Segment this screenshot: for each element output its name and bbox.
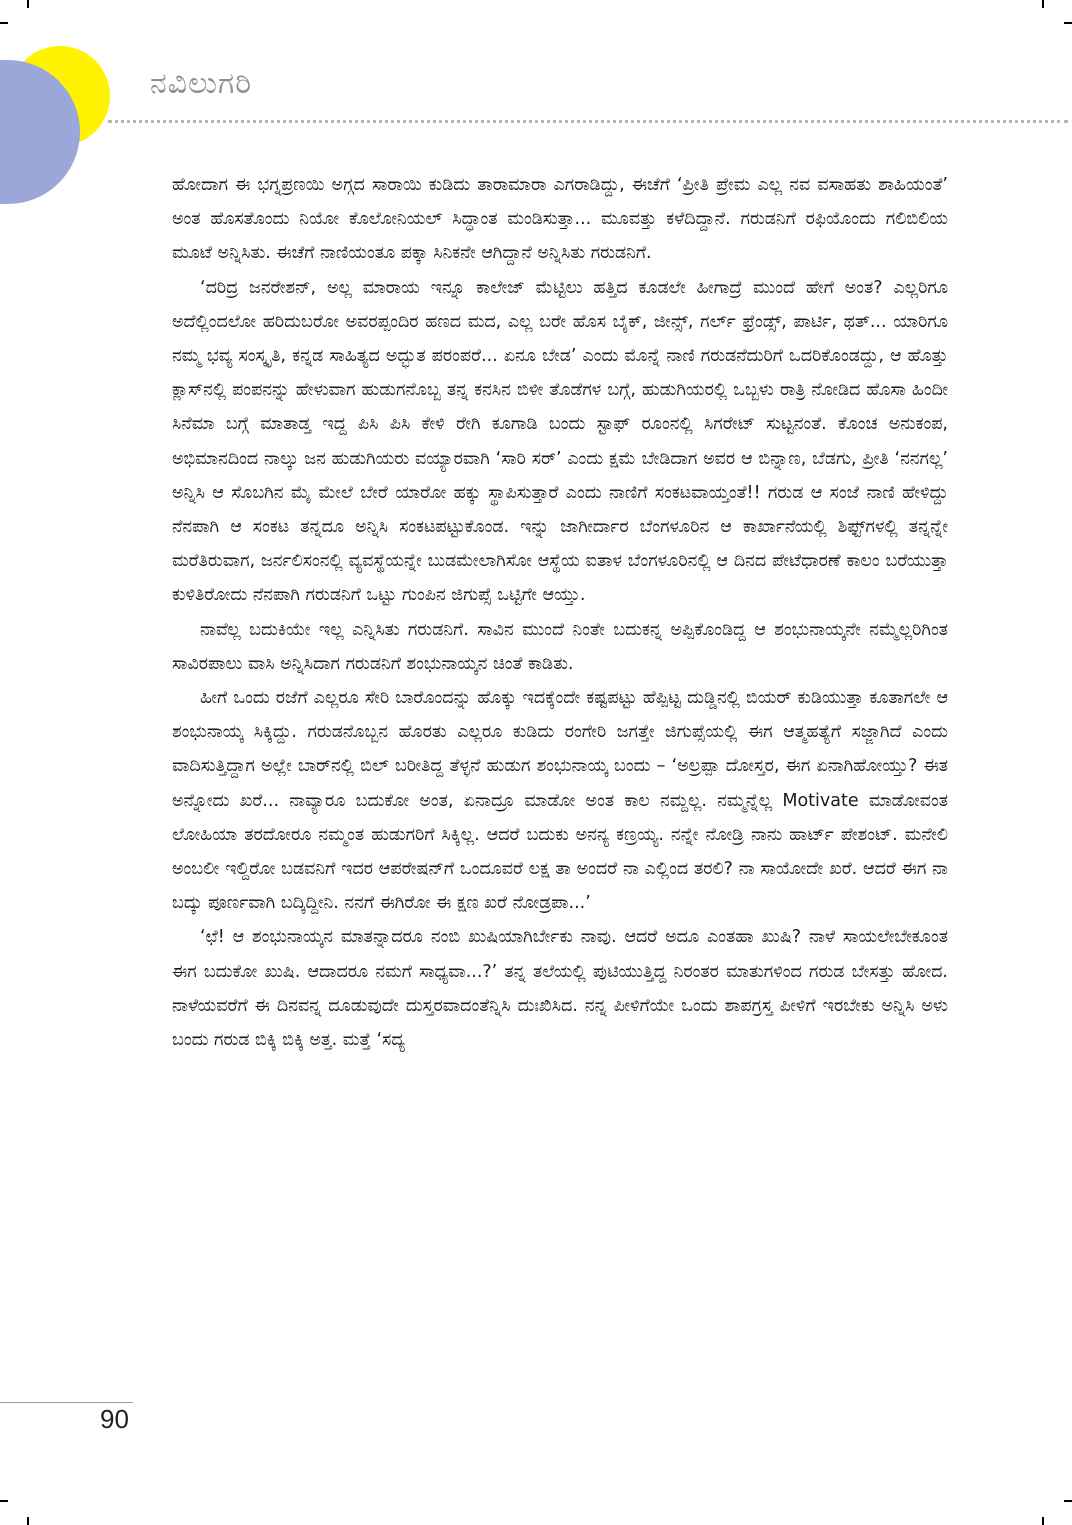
crop-mark <box>1042 1517 1044 1525</box>
crop-mark <box>1064 1500 1072 1502</box>
body-text <box>172 168 948 1057</box>
paragraph: ‘ದರಿದ್ರ ಜನರೇಶನ್, ಅಲ್ಲ ಮಾರಾಯ ಇನ್ನೂ ಕಾಲೇಜ್ ಮೆಟ್ಟಿಲು ಹತ್ತಿದ ಕೂಡಲೇ ಹೀಗಾದ್ರೆ ಮುಂದೆ ಹೇಗೆ ಅಂತ? ಎಲ್ಲರಿಗೂ ಅದೆಲ್ಲಿಂದಲೋ ಹರಿದುಬರೋ ಅವರಪ್ಪಂದಿರ ಹಣದ ಮದ, ಎಲ್ಲ ಬರೇ ಹೊಸ ಬೈಕ್, ಜೀನ್ಸ್, ಗರ್ಲ್ ಫ್ರೆಂಡ್ಸ್, ಪಾರ್ಟಿ, ಥತ್... ಯಾರಿಗೂ ನಮ್ಮ ಭವ್ಯ ಸಂಸ್ಕೃತಿ, ಕನ್ನಡ ಸಾಹಿತ್ಯದ ಅದ್ಭುತ ಪರಂಪರೆ... ಏನೂ ಬೇಡ’ ಎಂದು ಮೊನ್ನೆ ನಾಣಿ ಗರುಡನೆದುರಿಗೆ ಒದರಿಕೊಂಡದ್ದು, ಆ ಹೊತ್ತು ಕ್ಲಾಸ್‌ನಲ್ಲಿ ಪಂಪನನ್ನು ಹೇಳುವಾಗ ಹುಡುಗನೊಬ್ಬ ತನ್ನ ಕನಸಿನ ಬಿಳೀ ತೊಡೆಗಳ ಬಗ್ಗೆ, ಹುಡುಗಿಯರಲ್ಲಿ ಒಬ್ಬಳು ರಾತ್ರಿ ನೋಡಿದ ಹೊಸಾ ಹಿಂದೀ ಸಿನೆಮಾ ಬಗ್ಗೆ ಮಾತಾಡ್ತ ಇದ್ದ ಪಿಸಿ ಪಿಸಿ ಕೇಳಿ ರೇಗಿ ಕೂಗಾಡಿ ಬಂದು ಸ್ಟಾಫ್ ರೂಂನಲ್ಲಿ ಸಿಗರೇಟ್ ಸುಟ್ಟನಂತೆ. ಕೊಂಚ ಅನುಕಂಪ, ಅಭಿಮಾನದಿಂದ ನಾಲ್ಕು ಜನ ಹುಡುಗಿಯರು ವಯ್ಯಾರವಾಗಿ ‘ಸಾರಿ ಸರ್’ ಎಂದು ಕ್ಷಮೆ ಬೇಡಿದಾಗ ಅವರ ಆ ಬಿನ್ನಾಣ, ಬೆಡಗು, ಪ್ರೀತಿ ‘ನನಗಲ್ಲ’ ಅನ್ನಿಸಿ ಆ ಸೊಬಗಿನ ಮೈ ಮೇಲೆ ಬೇರೆ ಯಾರೋ ಹಕ್ಕು ಸ್ಥಾಪಿಸುತ್ತಾರೆ ಎಂದು ನಾಣಿಗೆ ಸಂಕಟವಾಯ್ತಂತೆ!! ಗರುಡ ಆ ಸಂಜೆ ನಾಣಿ ಹೇಳಿದ್ದು ನೆನಪಾಗಿ ಆ ಸಂಕಟ ತನ್ನದೂ ಅನ್ನಿಸಿ ಸಂಕಟಪಟ್ಟುಕೊಂಡ. ಇನ್ನು ಜಾಗೀರ್ದಾರ ಬೆಂಗಳೂರಿನ ಆ ಕಾರ್ಖಾನೆಯಲ್ಲಿ ಶಿಫ್ಟ್‌ಗಳಲ್ಲಿ ತನ್ನನ್ನೇ ಮರೆತಿರುವಾಗ, ಜರ್ನಲಿಸಂನಲ್ಲಿ ವ್ಯವಸ್ಥೆಯನ್ನೇ ಬುಡಮೇಲಾಗಿಸೋ ಆಸ್ಥೆಯ ಐತಾಳ ಬೆಂಗಳೂರಿನಲ್ಲಿ ಆ ದಿನದ ಪೇಟೆಧಾರಣೆ ಕಾಲಂ ಬರೆಯುತ್ತಾ ಕುಳಿತಿರೋದು ನೆನಪಾಗಿ ಗರುಡನಿಗೆ ಒಟ್ಟು ಗುಂಪಿನ ಜಿಗುಪ್ಸೆ ಒಟ್ಟಿಗೇ ಆಯ್ತು. <box>172 277 948 606</box>
crop-mark <box>0 1500 8 1502</box>
header-dotted-rule <box>108 120 1068 123</box>
page-number: 90 <box>100 1404 129 1434</box>
paragraph: ನಾವೆಲ್ಲ ಬದುಕಿಯೇ ಇಲ್ಲ ಎನ್ನಿಸಿತು ಗರುಡನಿಗೆ. ಸಾವಿನ ಮುಂದೆ ನಿಂತೇ ಬದುಕನ್ನ ಅಪ್ಪಿಕೊಂಡಿದ್ದ ಆ ಶಂಭುನಾಯ್ಕನೇ ನಮ್ಮೆಲ್ಲರಿಗಿಂತ ಸಾವಿರಪಾಲು ವಾಸಿ ಅನ್ನಿಸಿದಾಗ ಗರುಡನಿಗೆ ಶಂಭುನಾಯ್ಕನ ಚಿಂತೆ ಕಾಡಿತು. <box>172 619 948 674</box>
crop-mark <box>27 1517 29 1525</box>
decorative-circles <box>0 0 160 220</box>
paragraph: ಹೀಗೆ ಒಂದು ರಜೆಗೆ ಎಲ್ಲರೂ ಸೇರಿ ಬಾರೊಂದನ್ನು ಹೊಕ್ಕು ಇದಕ್ಕೆಂದೇ ಕಷ್ಟಪಟ್ಟು ಹೆಪ್ಪಿಟ್ಟ ದುಡ್ಡಿನಲ್ಲಿ ಬಿಯರ್ ಕುಡಿಯುತ್ತಾ ಕೂತಾಗಲೇ ಆ ಶಂಭುನಾಯ್ಕ ಸಿಕ್ಕಿದ್ದು. ಗರುಡನೊಬ್ಬನ ಹೊರತು ಎಲ್ಲರೂ ಕುಡಿದು ರಂಗೇರಿ ಜಗತ್ತೇ ಜಿಗುಪ್ಸೆಯಲ್ಲಿ ಈಗ ಆತ್ಮಹತ್ಯೆಗೆ ಸಜ್ಜಾಗಿದೆ ಎಂದು ವಾದಿಸುತ್ತಿದ್ದಾಗ ಅಲ್ಲೇ ಬಾರ್‌ನಲ್ಲಿ ಬಿಲ್ ಬರೀತಿದ್ದ ತೆಳ್ಳನೆ ಹುಡುಗ ಶಂಭುನಾಯ್ಕ ಬಂದು – ‘ಅಲ್ರಪ್ಪಾ ದೋಸ್ತರ, ಈಗ ಏನಾಗಿಹೋಯ್ತು? ಈತ ಅನ್ನೋದು ಖರೆ... ನಾವ್ಯಾರೂ ಬದುಕೋ ಅಂತ, ಏನಾದ್ರೂ ಮಾಡೋ ಅಂತ ಕಾಲ ನಮ್ದಲ್ಲ. ನಮ್ಮನ್ನೆಲ್ಲ Motivate ಮಾಡೋವಂತ ಲೋಹಿಯಾ ತರದೋರೂ ನಮ್ಮಂತ ಹುಡುಗರಿಗೆ ಸಿಕ್ಕಿಲ್ಲ. ಆದರೆ ಬದುಕು ಅನನ್ಯ ಕಣ್ರಯ್ಯ. ನನ್ನೇ ನೋಡ್ರಿ ನಾನು ಹಾರ್ಟ್ ಪೇಶಂಟ್. ಮನೇಲಿ ಅಂಬಲೀ ಇಲ್ದಿರೋ ಬಡವನಿಗೆ ಇದರ ಆಪರೇಷನ್‌ಗೆ ಒಂದೂವರೆ ಲಕ್ಷ ತಾ ಅಂದರೆ ನಾ ಎಲ್ಲಿಂದ ತರಲಿ? ನಾ ಸಾಯೋದೇ ಖರೆ. ಆದರೆ ಈಗ ನಾ ಬದ್ಕು ಪೂರ್ಣವಾಗಿ ಬದ್ಕಿದ್ದೀನಿ. ನನಗೆ ಈಗಿರೋ ಈ ಕ್ಷಣ ಖರೆ ನೋಡ್ರಪಾ...’ <box>172 688 948 914</box>
paragraph: ‘ಛೆ! ಆ ಶಂಭುನಾಯ್ಕನ ಮಾತನ್ನಾದರೂ ನಂಬಿ ಖುಷಿಯಾಗಿರ್ಬೇಕು ನಾವು. ಆದರೆ ಅದೂ ಎಂತಹಾ ಖುಷಿ? ನಾಳೆ ಸಾಯಲೇಬೇಕೂಂತ ಈಗ ಬದುಕೋ ಖುಷಿ. ಆದಾದರೂ ನಮಗೆ ಸಾಧ್ಯವಾ...?’ ತನ್ನ ತಲೆಯಲ್ಲಿ ಪುಟಿಯುತ್ತಿದ್ದ ನಿರಂತರ ಮಾತುಗಳಿಂದ ಗರುಡ ಬೇಸತ್ತು ಹೋದ. ನಾಳೆಯವರೆಗೆ ಈ ದಿನವನ್ನ ದೂಡುವುದೇ ದುಸ್ತರವಾದಂತೆನ್ನಿಸಿ ದುಃಖಿಸಿದ. ನನ್ನ ಪೀಳಿಗೆಯೇ ಒಂದು ಶಾಪಗ್ರಸ್ತ ಪೀಳಿಗೆ ಇರಬೇಕು ಅನ್ನಿಸಿ ಅಳು ಬಂದು ಗರುಡ ಬಿಕ್ಕಿ ಬಿಕ್ಕಿ ಅತ್ತ. ಮತ್ತೆ ‘ಸದ್ಯ <box>172 927 948 1051</box>
footer-rule <box>0 1402 133 1403</box>
crop-mark <box>1042 0 1044 8</box>
crop-mark <box>1064 22 1072 24</box>
paragraph: ಹೋದಾಗ ಈ ಭಗ್ನಪ್ರಣಯಿ ಅಗ್ಗದ ಸಾರಾಯಿ ಕುಡಿದು ತಾರಾಮಾರಾ ಎಗರಾಡಿದ್ದು, ಈಚೆಗೆ ‘ಪ್ರೀತಿ ಪ್ರೇಮ ಎಲ್ಲ ನವ ವಸಾಹತು ಶಾಹಿಯಂತೆ’ ಅಂತ ಹೊಸತೊಂದು ನಿಯೋ ಕೊಲೋನಿಯಲ್ ಸಿದ್ಧಾಂತ ಮಂಡಿಸುತ್ತಾ... ಮೂವತ್ತು ಕಳೆದಿದ್ದಾನೆ. ಗರುಡನಿಗೆ ರಫಿಯೊಂದು ಗಲಿಬಿಲಿಯ ಮೂಟೆ ಅನ್ನಿಸಿತು. ಈಚೆಗೆ ನಾಣಿಯಂತೂ ಪಕ್ಕಾ ಸಿನಿಕನೇ ಆಗಿದ್ದಾನೆ ಅನ್ನಿಸಿತು ಗರುಡನಿಗೆ. <box>172 175 948 264</box>
running-title: ನವಿಲುಗರಿ <box>150 66 253 101</box>
